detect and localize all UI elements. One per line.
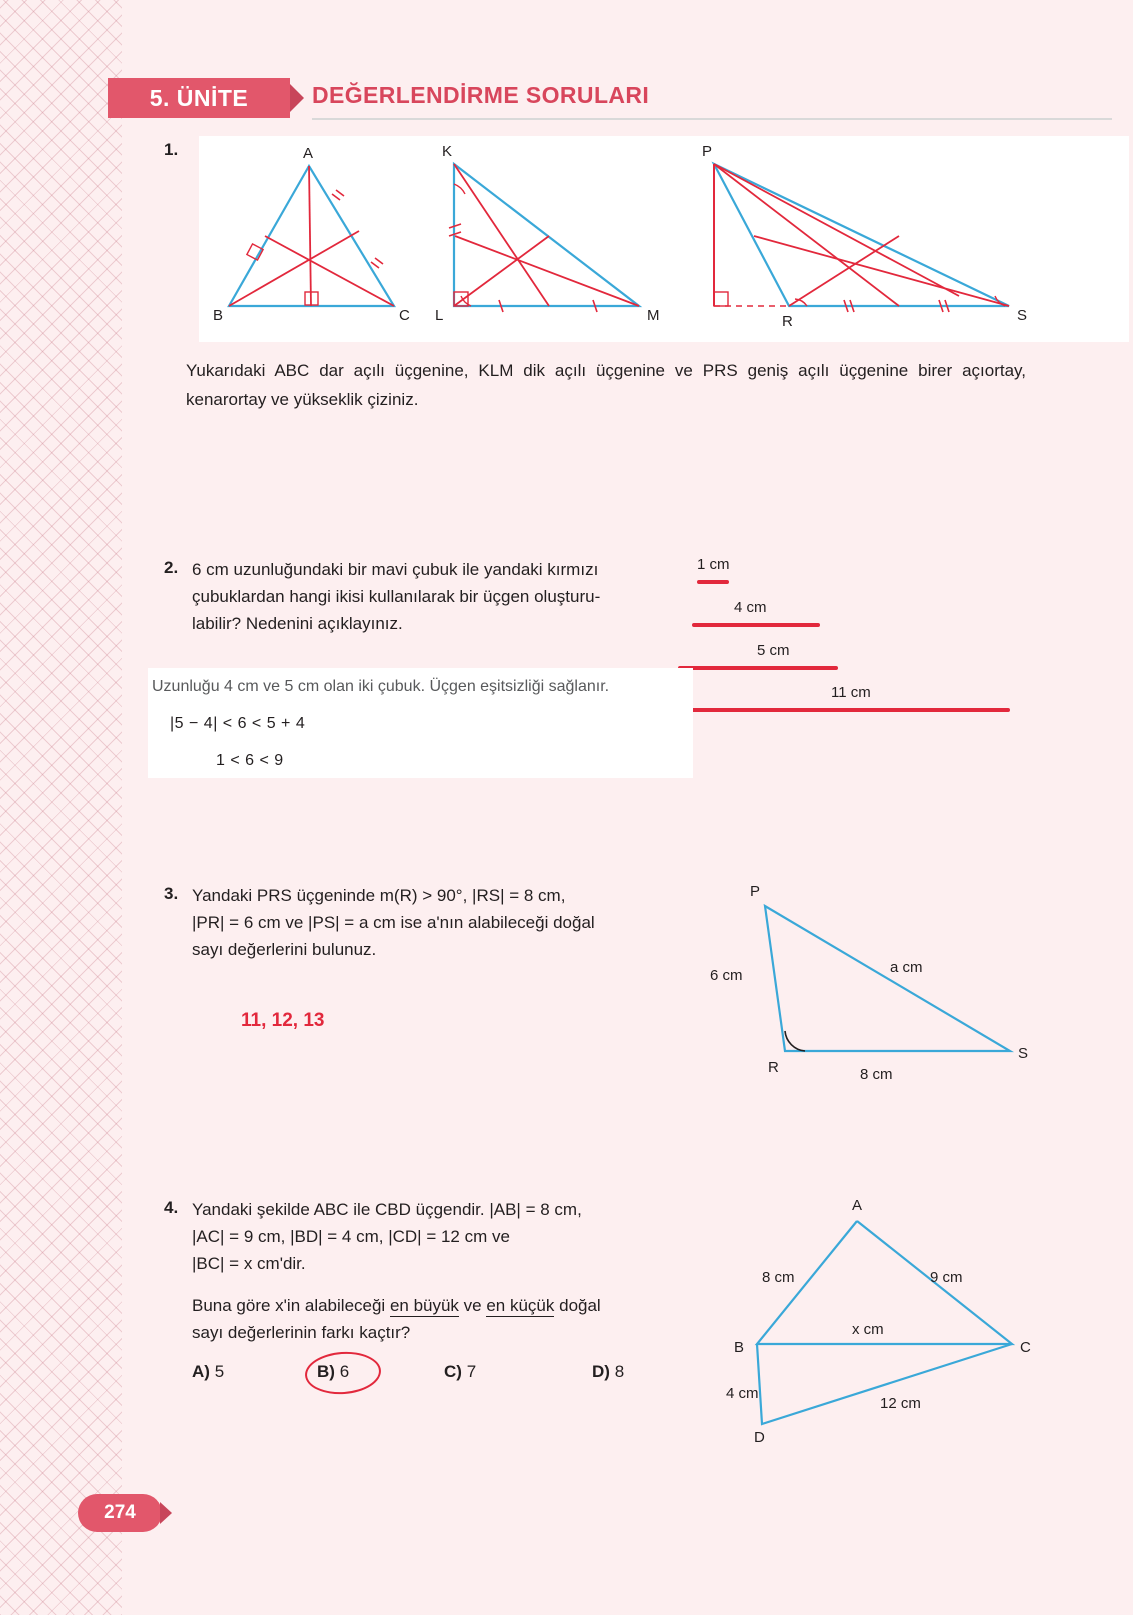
question-2-answer-line-3: 1 < 6 < 9 xyxy=(216,752,284,769)
choice-a-value: 5 xyxy=(214,1362,225,1381)
choice-a-key: A) xyxy=(192,1362,210,1381)
figure1-label-A: A xyxy=(303,145,314,162)
stick-label-11cm: 11 cm xyxy=(831,684,871,701)
page-number-label: 274 xyxy=(104,1502,136,1523)
page-title: DEĞERLENDİRME SORULARI xyxy=(312,82,650,108)
choice-a[interactable] xyxy=(192,1362,224,1382)
figure1-label-B: B xyxy=(213,307,224,324)
question-3-line-3: sayı değerlerini bulunuz. xyxy=(192,940,377,959)
question-2-line-1: 6 cm uzunluğundaki bir mavi çubuk ile yandaki kırmızı xyxy=(192,560,599,579)
question-1-number: 1. xyxy=(164,140,179,159)
header-divider xyxy=(312,118,1112,120)
question-3-label-R: R xyxy=(768,1059,779,1076)
unit-tag xyxy=(108,78,290,118)
stick-bar-11cm xyxy=(690,708,1010,712)
question-4-side-bc: x cm xyxy=(852,1321,884,1338)
question-2-answer-line-1: Uzunluğu 4 cm ve 5 cm olan iki çubuk. Üçgen eşitsizliği sağlanır. xyxy=(152,678,610,695)
choice-c-value: 7 xyxy=(466,1362,477,1381)
question-3-line-2: |PR| = 6 cm ve |PS| = a cm ise a'nın alabileceği doğal xyxy=(192,913,595,932)
figure1-label-P: P xyxy=(702,143,713,160)
question-3-number: 3. xyxy=(164,884,179,903)
choice-b-value: 6 xyxy=(339,1362,350,1381)
question-4-ask-part-4: sayı değerlerinin farkı kaçtır? xyxy=(192,1323,411,1342)
question-3-answer: 11, 12, 13 xyxy=(241,1010,325,1031)
question-4-line-3: |BC| = x cm'dir. xyxy=(192,1254,306,1273)
question-4-side-dc: 12 cm xyxy=(880,1395,921,1412)
question-4-label-C: C xyxy=(1020,1339,1031,1356)
figure1-label-C: C xyxy=(399,307,410,324)
stick-bar-4cm xyxy=(692,623,820,627)
figure1-label-R: R xyxy=(782,313,793,330)
question-4-line-1: Yandaki şekilde ABC ile CBD üçgendir. |AB| = 8 cm, xyxy=(192,1200,582,1219)
question-2-line-3: labilir? Nedenini açıklayınız. xyxy=(192,614,403,633)
stick-label-1cm: 1 cm xyxy=(697,556,730,573)
question-3-line-1: Yandaki PRS üçgeninde m(R) > 90°, |RS| = 8 cm, xyxy=(192,886,566,905)
question-4-side-ab: 8 cm xyxy=(762,1269,795,1286)
question-2-line-2: çubuklardan hangi ikisi kullanılarak bir üçgen oluşturu- xyxy=(192,587,601,606)
question-4-label-B: B xyxy=(734,1339,745,1356)
decorative-left-grid-strip xyxy=(0,0,122,1615)
stick-label-5cm: 5 cm xyxy=(757,642,790,659)
question-4-ask-part-3: doğal xyxy=(554,1296,601,1315)
question-1-caption: Yukarıdaki ABC dar açılı üçgenine, KLM dik açılı üçgenine ve PRS geniş açılı üçgenine birer açıortay, kenarortay ve yükseklik çiziniz. xyxy=(186,361,1026,409)
figure1-label-L: L xyxy=(435,307,444,324)
question-3-side-rs: 8 cm xyxy=(860,1066,893,1083)
choice-d-value: 8 xyxy=(614,1362,625,1381)
question-4-side-bd: 4 cm xyxy=(726,1385,759,1402)
question-3-label-P: P xyxy=(750,883,761,900)
figure1-label-M: M xyxy=(647,307,660,324)
question-1-figure xyxy=(199,136,1129,342)
choice-b[interactable] xyxy=(317,1362,349,1382)
question-4-label-A: A xyxy=(852,1197,863,1214)
choice-d[interactable] xyxy=(592,1362,624,1382)
question-2-number: 2. xyxy=(164,558,179,577)
stick-bar-1cm xyxy=(697,580,729,584)
question-4-ask xyxy=(192,1292,692,1346)
question-3-figure xyxy=(710,876,1050,1091)
choice-b-key: B) xyxy=(317,1362,335,1381)
figure1-label-K: K xyxy=(442,143,453,160)
choice-c-key: C) xyxy=(444,1362,462,1381)
question-4-line-2: |AC| = 9 cm, |BD| = 4 cm, |CD| = 12 cm ve xyxy=(192,1227,510,1246)
question-4-emphasis-max: en büyük xyxy=(389,1296,459,1315)
page-number xyxy=(78,1494,162,1532)
question-4-ask-part-2: ve xyxy=(458,1296,487,1315)
question-4-emphasis-min: en küçük xyxy=(486,1296,555,1315)
question-3-side-pr: 6 cm xyxy=(710,967,743,984)
question-3-label-S: S xyxy=(1018,1045,1029,1062)
unit-tag-label: 5. ÜNİTE xyxy=(149,84,249,111)
question-4-number: 4. xyxy=(164,1198,179,1217)
question-4-figure xyxy=(712,1186,1052,1446)
stick-bar-5cm xyxy=(678,666,838,670)
question-2-answer-line-2: |5 − 4| < 6 < 5 + 4 xyxy=(170,715,306,732)
figure1-label-S: S xyxy=(1017,307,1028,324)
question-4-label-D: D xyxy=(754,1429,765,1446)
question-4-side-ac: 9 cm xyxy=(930,1269,963,1286)
choice-d-key: D) xyxy=(592,1362,610,1381)
question-4-ask-part-1: Buna göre x'in alabileceği xyxy=(192,1296,390,1315)
choice-c[interactable] xyxy=(444,1362,476,1382)
stick-label-4cm: 4 cm xyxy=(734,599,767,616)
question-3-side-ps: a cm xyxy=(890,959,923,976)
